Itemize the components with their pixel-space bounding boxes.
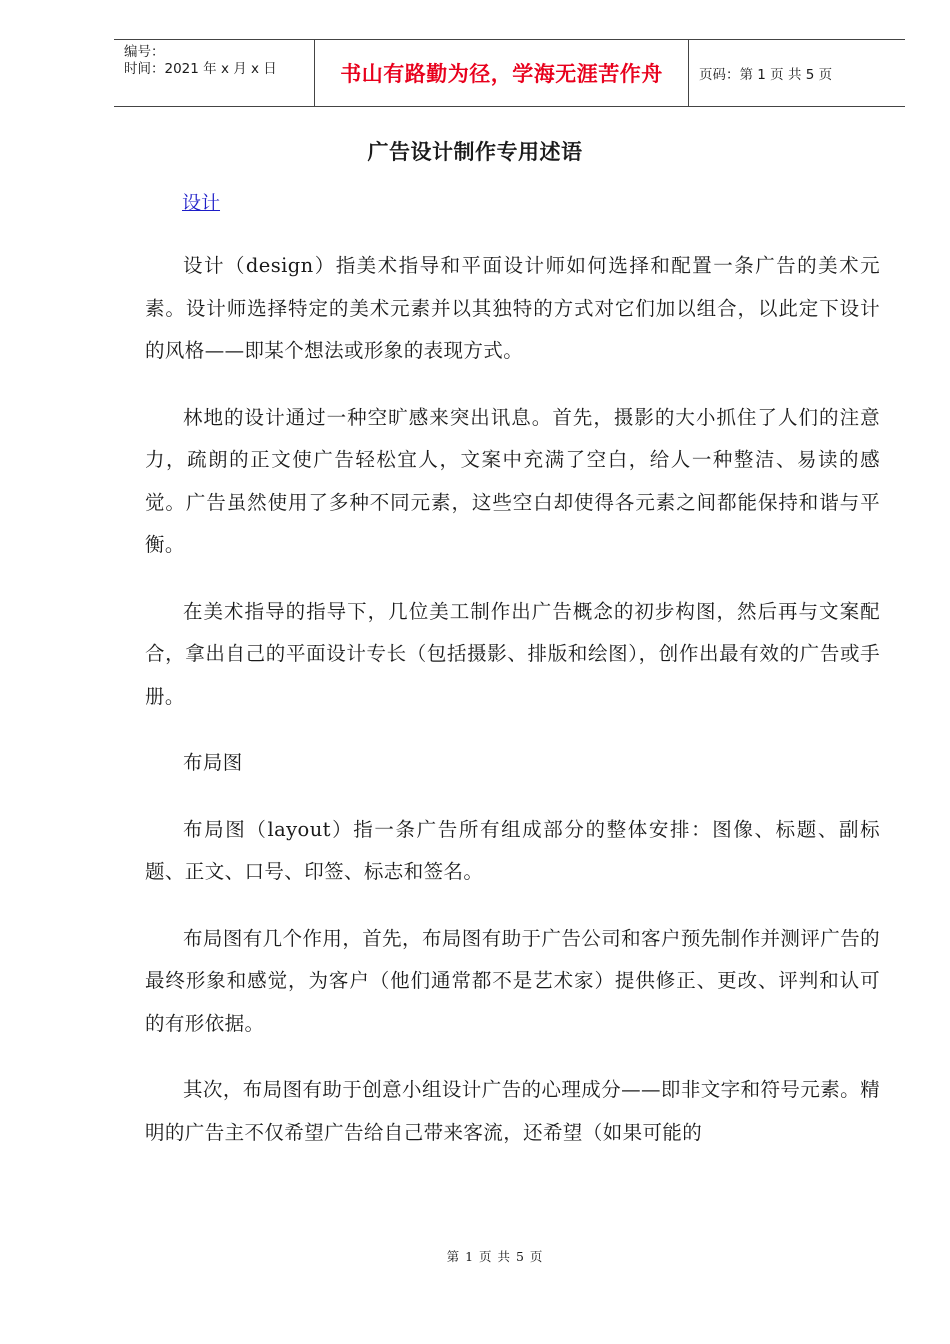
date-label: 时间：2021 年 x 月 x 日 — [124, 61, 277, 77]
paragraph: 林地的设计通过一种空旷感来突出讯息。首先，摄影的大小抓住了人们的注意力，疏朗的正文使广告轻松宜人，文案中充满了空白，给人一种整洁、易读的感觉。广告虽然使用了多种不同元素，这些空白却使得各元素之间都能保持和谐与平衡。 — [145, 405, 880, 556]
header-table — [114, 39, 905, 107]
paragraph: 布局图有几个作用，首先，布局图有助于广告公司和客户预先制作并测评广告的最终形象和感觉，为客户（他们通常都不是艺术家）提供修正、更改、评判和认可的有形依据。 — [145, 926, 880, 1035]
paragraph: 设计（design）指美术指导和平面设计师如何选择和配置一条广告的美术元素。设计师选择特定的美术元素并以其独特的方式对它们加以组合，以此定下设计的风格——即某个想法或形象的表现方式。 — [145, 254, 880, 362]
header-page-info: 页码：第 1 页 共 5 页 — [699, 67, 833, 83]
page-footer: 第 1 页 共 5 页 — [446, 1249, 544, 1264]
paragraph: 布局图（layout）指一条广告所有组成部分的整体安排：图像、标题、副标题、正文、口号、印签、标志和签名。 — [145, 817, 880, 883]
document-body — [145, 245, 880, 1178]
document-title: 广告设计制作专用述语 — [367, 140, 583, 164]
header-meta-cell — [114, 40, 315, 106]
header-motto: 书山有路勤为径，学海无涯苦作舟 — [315, 40, 689, 106]
paragraph: 其次，布局图有助于创意小组设计广告的心理成分——即非文字和符号元素。精明的广告主不仅希望广告给自己带来客流，还希望（如果可能的 — [145, 1078, 880, 1144]
serial-number-label: 编号： — [124, 44, 165, 60]
section-link-design[interactable]: 设计 — [182, 192, 221, 214]
section-heading-layout: 布局图 — [183, 751, 243, 774]
paragraph: 在美术指导的指导下，几位美工制作出广告概念的初步构图，然后再与文案配合，拿出自己的平面设计专长（包括摄影、排版和绘图），创作出最有效的广告或手册。 — [145, 599, 880, 708]
